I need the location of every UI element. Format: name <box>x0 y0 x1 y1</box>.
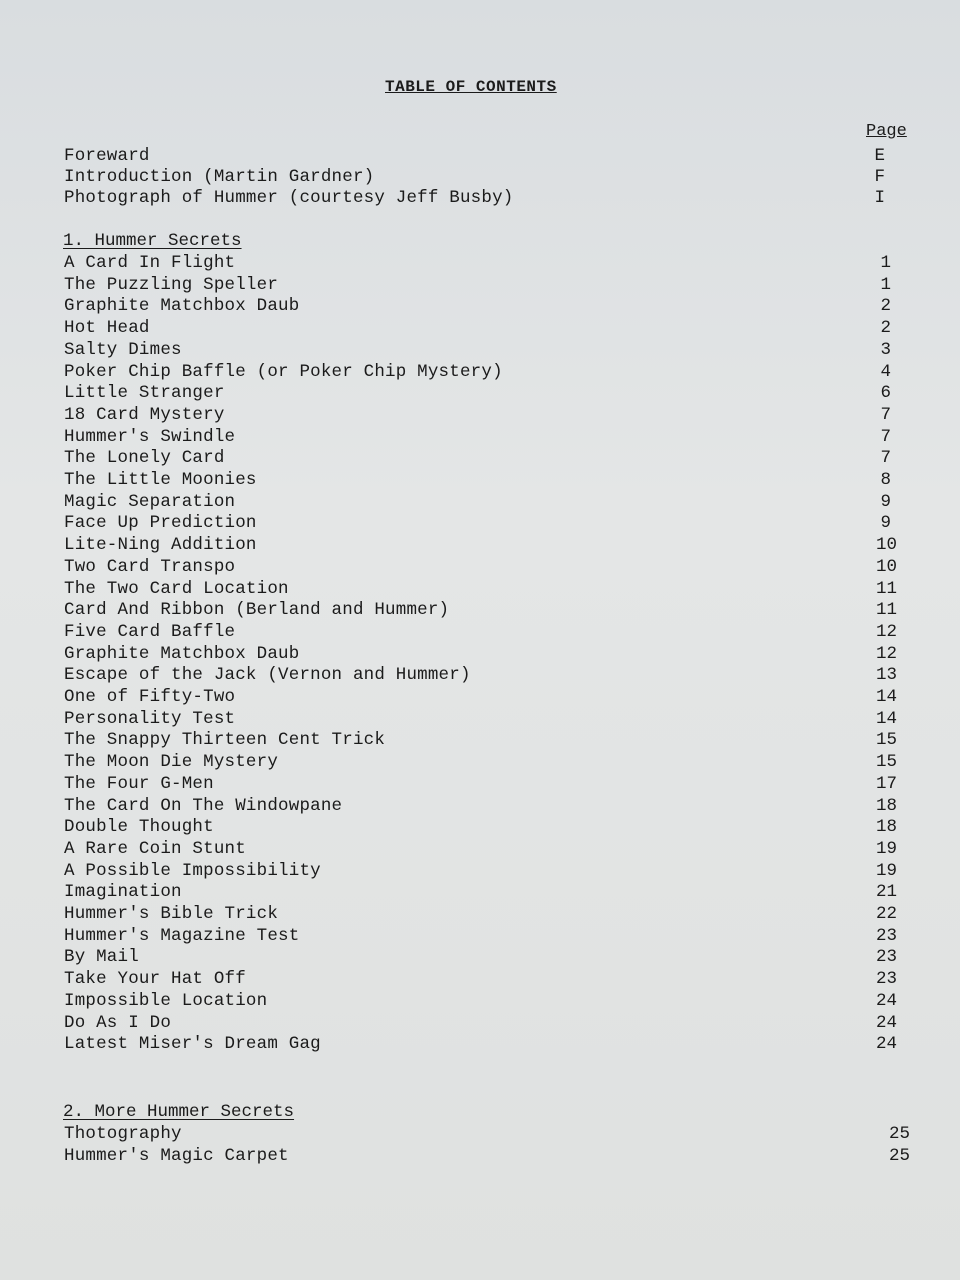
toc-entry <box>0 644 960 666</box>
toc-entry-page: 12 <box>875 643 897 664</box>
toc-entry-title: Do As I Do <box>64 1012 172 1033</box>
toc-entry-title: Hummer's Magic Carpet <box>64 1146 289 1166</box>
toc-entry <box>0 926 960 948</box>
toc-entry-title: Latest Miser's Dream Gag <box>64 1034 321 1055</box>
toc-entry <box>0 839 960 861</box>
toc-entry <box>0 492 960 514</box>
toc-entry <box>0 1013 960 1035</box>
toc-entry-page: 25 <box>888 1146 910 1166</box>
toc-entry-title: Hummer's Bible Trick <box>64 904 279 924</box>
toc-entry <box>0 709 960 731</box>
toc-entry-page: 8 <box>880 470 891 490</box>
toc-entry-page: 15 <box>875 752 897 773</box>
toc-entry-title: Personality Test <box>64 708 236 729</box>
toc-entry <box>0 622 960 644</box>
toc-entry <box>0 318 960 340</box>
toc-entry <box>0 687 960 709</box>
toc-entry-title: By Mail <box>64 947 139 968</box>
toc-entry-page: 4 <box>880 361 891 382</box>
toc-entry-page: 10 <box>875 535 897 556</box>
toc-entry <box>0 383 960 405</box>
toc-entry-page: 6 <box>880 383 891 404</box>
toc-entry-title: Card And Ribbon (Berland and Hummer) <box>64 600 450 621</box>
toc-entry <box>0 470 960 492</box>
toc-entry <box>0 796 960 818</box>
section-heading: 1. Hummer Secrets <box>63 231 242 251</box>
toc-entry-page: 23 <box>875 925 897 946</box>
toc-entry-title: Impossible Location <box>64 990 268 1011</box>
toc-entry-title: Take Your Hat Off <box>64 969 246 990</box>
toc-entry-page: 7 <box>880 426 891 447</box>
toc-entry-title: 18 Card Mystery <box>64 404 225 425</box>
toc-entry-page: 12 <box>875 621 897 642</box>
toc-entry-title: The Moon Die Mystery <box>64 752 279 773</box>
toc-entry-page: 24 <box>875 1012 897 1033</box>
toc-entry <box>0 730 960 752</box>
toc-entry <box>0 579 960 601</box>
toc-entry-title: The Snappy Thirteen Cent Trick <box>64 730 386 751</box>
toc-entry-title: Imagination <box>64 882 182 903</box>
toc-entry-title: A Card In Flight <box>64 253 236 273</box>
toc-entry <box>0 1124 960 1146</box>
toc-entry-title: Graphite Matchbox Daub <box>64 643 300 664</box>
toc-entry-page: 19 <box>875 838 897 859</box>
toc-entry-title: Hummer's Swindle <box>64 426 236 447</box>
toc-entry <box>0 513 960 535</box>
toc-entry-title: Five Card Baffle <box>64 621 236 642</box>
toc-entry-title: Little Stranger <box>64 383 225 404</box>
toc-entry-title: Two Card Transpo <box>64 556 236 577</box>
toc-entry <box>0 146 960 168</box>
toc-entry-title: Lite-Ning Addition <box>64 535 257 556</box>
toc-entry-title: Escape of the Jack (Vernon and Hummer) <box>64 665 471 686</box>
toc-entry-title: The Lonely Card <box>64 448 225 469</box>
toc-entry-page: I <box>874 188 885 208</box>
toc-entry-title: Photograph of Hummer (courtesy Jeff Busby) <box>64 188 514 208</box>
toc-entry <box>0 1146 960 1168</box>
toc-entry-page: 1 <box>880 274 891 295</box>
toc-entry <box>0 991 960 1013</box>
toc-entry-page: 9 <box>880 491 891 512</box>
toc-entry <box>0 340 960 362</box>
toc-entry-page: 9 <box>880 513 891 534</box>
toc-entry-title: A Rare Coin Stunt <box>64 838 246 859</box>
toc-entry <box>0 535 960 557</box>
toc-entry <box>0 861 960 883</box>
toc-entry <box>0 188 960 210</box>
toc-entry <box>0 817 960 839</box>
toc-entry <box>0 448 960 470</box>
toc-entry-title: The Puzzling Speller <box>64 274 279 295</box>
toc-entry-title: Poker Chip Baffle (or Poker Chip Mystery) <box>64 361 503 382</box>
toc-entry-page: 17 <box>875 773 897 794</box>
toc-entry-title: One of Fifty-Two <box>64 687 236 707</box>
toc-entry <box>0 167 960 189</box>
toc-entry <box>0 427 960 449</box>
toc-entry <box>0 904 960 926</box>
toc-entry-page: 14 <box>875 708 897 729</box>
toc-entry-title: The Four G-Men <box>64 773 214 794</box>
toc-entry-title: The Card On The Windowpane <box>64 795 343 816</box>
toc-entry-title: Thotography <box>64 1124 182 1144</box>
toc-entry <box>0 253 960 275</box>
toc-entry <box>0 969 960 991</box>
toc-entry-page: 25 <box>888 1124 910 1144</box>
toc-entry <box>0 296 960 318</box>
toc-entry-page: 24 <box>875 990 897 1011</box>
toc-entry-title: The Two Card Location <box>64 578 289 599</box>
toc-entry-page: 23 <box>875 969 897 990</box>
toc-entry <box>0 774 960 796</box>
toc-entry-title: The Little Moonies <box>64 470 257 490</box>
toc-entry-page: 24 <box>875 1034 897 1055</box>
toc-entry-page: 2 <box>880 296 891 317</box>
toc-entry <box>0 405 960 427</box>
toc-entry <box>0 1034 960 1056</box>
toc-entry-page: 14 <box>875 687 897 707</box>
toc-entry <box>0 752 960 774</box>
toc-entry-page: 7 <box>880 448 891 469</box>
toc-entry-page: 10 <box>875 556 897 577</box>
toc-entry <box>0 947 960 969</box>
toc-entry-page: 18 <box>875 817 897 838</box>
toc-entry-title: Hot Head <box>64 318 150 339</box>
toc-entry-page: 22 <box>875 904 897 924</box>
toc-entry-title: Introduction (Martin Gardner) <box>64 167 375 187</box>
toc-entry-title: Double Thought <box>64 817 214 838</box>
toc-entry-page: F <box>874 167 885 187</box>
toc-entry-title: Face Up Prediction <box>64 513 257 534</box>
toc-entry <box>0 362 960 384</box>
toc-entry-page: 19 <box>875 860 897 881</box>
toc-entry-title: Salty Dimes <box>64 339 182 360</box>
toc-entry <box>0 557 960 579</box>
toc-entry-title: Graphite Matchbox Daub <box>64 296 300 317</box>
toc-entry-page: 15 <box>875 730 897 751</box>
toc-entry-page: 3 <box>880 339 891 360</box>
section-heading: 2. More Hummer Secrets <box>63 1102 295 1122</box>
toc-entry <box>0 665 960 687</box>
toc-entry-page: 2 <box>880 318 891 339</box>
toc-entry-page: 13 <box>875 665 897 686</box>
toc-entry-page: 21 <box>875 882 897 903</box>
toc-entry <box>0 600 960 622</box>
toc-entry-page: 18 <box>875 795 897 816</box>
toc-entry-title: A Possible Impossibility <box>64 860 321 881</box>
page-column-header: Page <box>866 122 907 141</box>
toc-entry-page: 7 <box>880 404 891 425</box>
toc-entry-page: 11 <box>875 578 897 599</box>
toc-entry-page: 11 <box>875 600 897 621</box>
document-title: TABLE OF CONTENTS <box>385 78 557 96</box>
toc-entry-title: Magic Separation <box>64 491 236 512</box>
toc-entry-page: 23 <box>875 947 897 968</box>
toc-entry-page: E <box>874 146 885 166</box>
toc-entry-page: 1 <box>880 253 891 273</box>
toc-entry-title: Foreward <box>64 146 150 166</box>
toc-entry-title: Hummer's Magazine Test <box>64 925 300 946</box>
toc-entry <box>0 275 960 297</box>
toc-entry <box>0 882 960 904</box>
